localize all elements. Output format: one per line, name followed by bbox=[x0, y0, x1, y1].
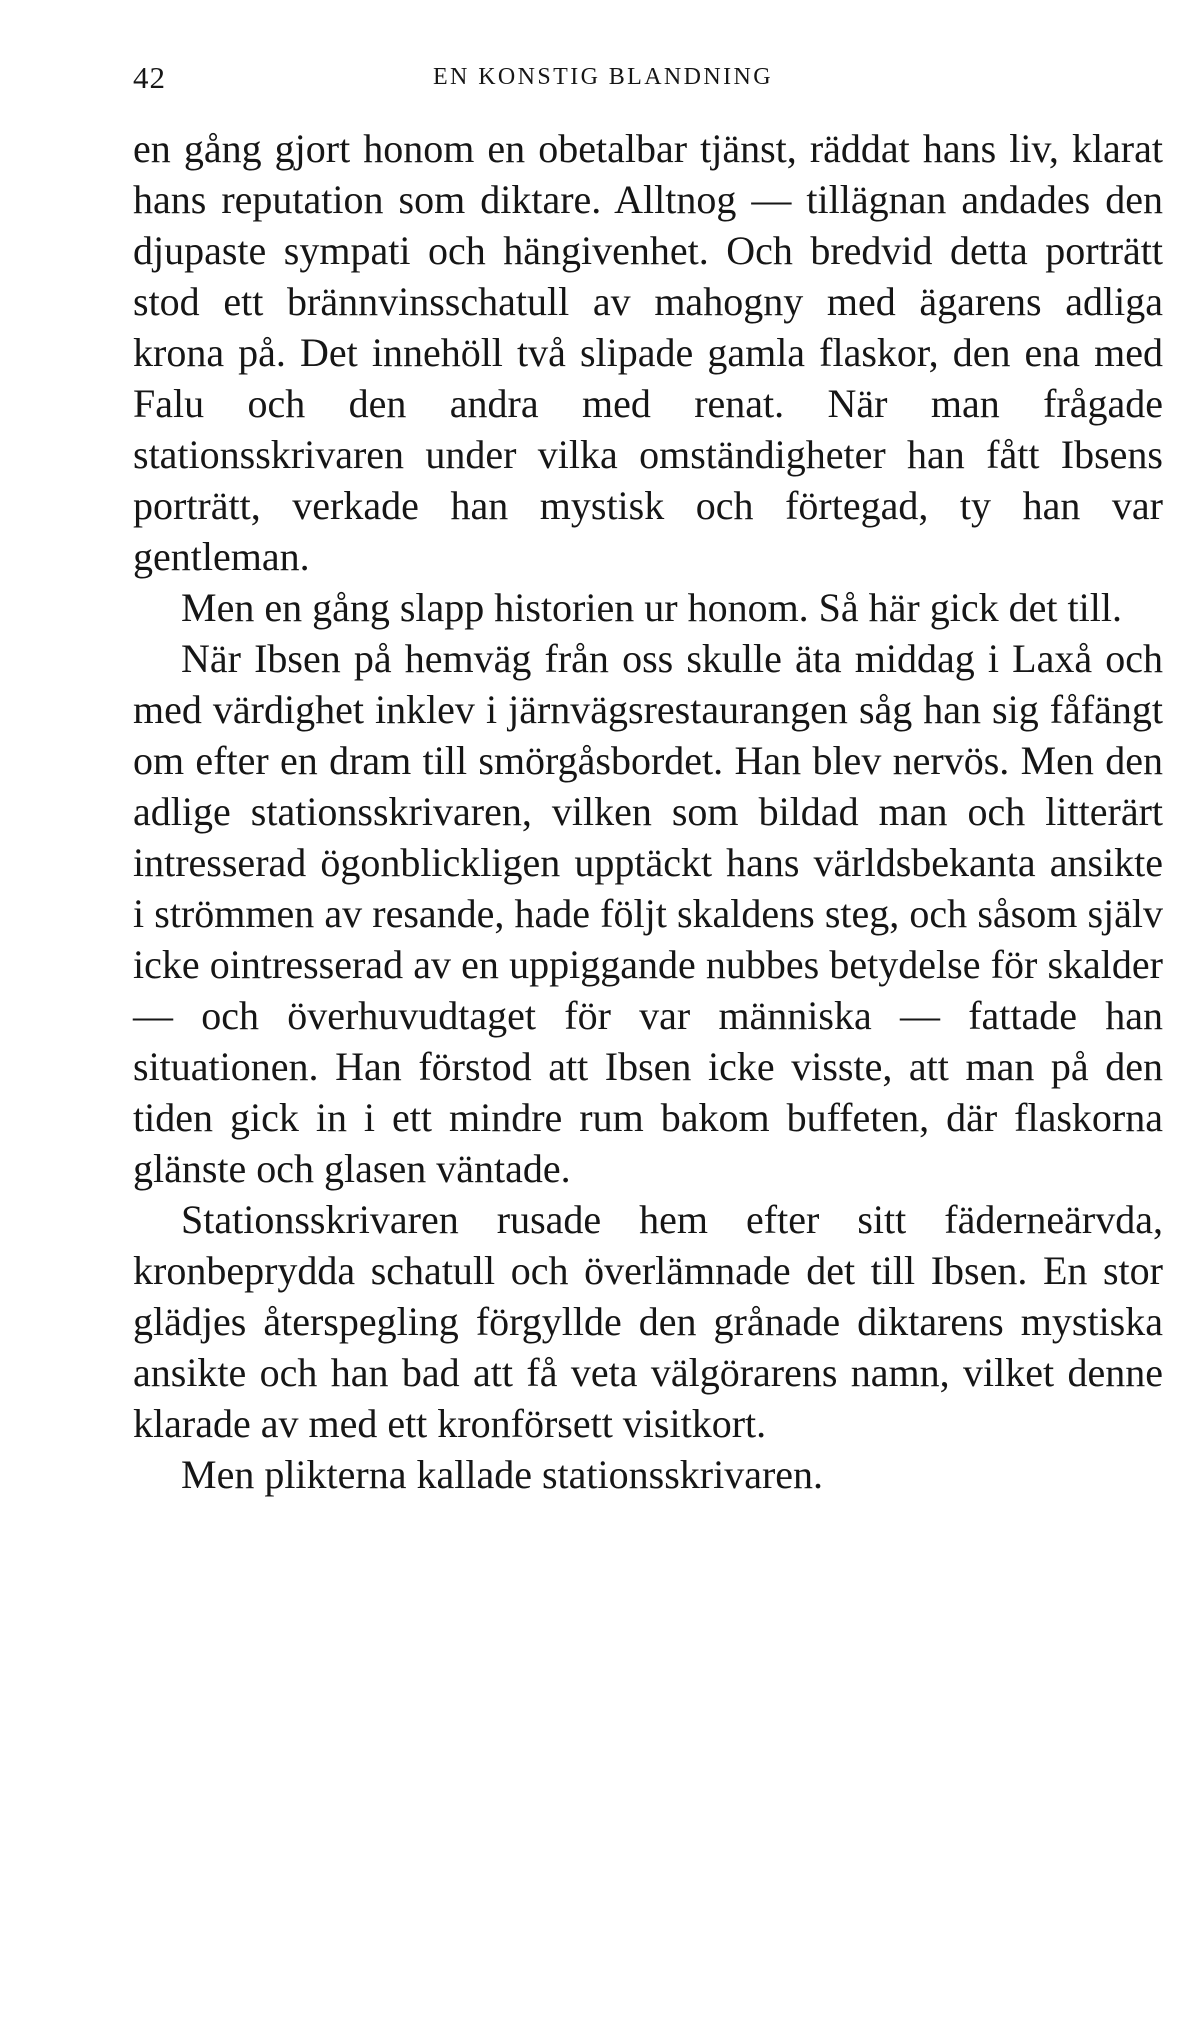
body-text bbox=[133, 123, 1163, 1500]
running-title: EN KONSTIG BLANDNING bbox=[433, 64, 773, 90]
page-number: 42 bbox=[133, 60, 166, 95]
paragraph: Men plikterna kallade stationsskrivaren. bbox=[181, 1452, 824, 1497]
paragraph: Stationsskrivaren rusade hem efter sitt fäderneärvda, kronbeprydda schatull och överlämnade det till Ibsen. En stor glädjes återspegling förgyllde den grånade diktarens mystiska ansikte och han bad att få veta välgörarens namn, vilket denne klarade av med ett kronförsett visitkort. bbox=[133, 1197, 1163, 1446]
paragraph: När Ibsen på hemväg från oss skulle äta middag i Laxå och med värdighet inklev i järnvägsrestaurangen såg han sig fåfängt om efter en dram till smörgåsbordet. Han blev nervös. Men den adlige stationsskrivaren, vilken som bildad man och litterärt intresserad ögonblickligen upptäckt hans världsbekanta ansikte i strömmen av resande, hade följt skaldens steg, och såsom själv icke ointresserad av en uppiggande nubbes betydelse för skalder — och överhuvudtaget för var människa — fattade han situationen. Han förstod att Ibsen icke visste, att man på den tiden gick in i ett mindre rum bakom buffeten, där flaskorna glänste och glasen väntade. bbox=[133, 636, 1163, 1191]
paragraph: Men en gång slapp historien ur honom. Så här gick det till. bbox=[181, 585, 1122, 630]
paragraph-continued: en gång gjort honom en obetalbar tjänst, räddat hans liv, klarat hans reputation som diktare. Alltnog — tillägnan andades den djupaste sympati och hängivenhet. Och bredvid detta porträtt stod ett brännvinsschatull av mahogny med ägarens adliga krona på. Det innehöll två slipade gamla flaskor, den ena med Falu och den andra med renat. När man frågade stationsskrivaren under vilka omständigheter han fått Ibsens porträtt, verkade han mystisk och förtegad, ty han var gentleman. bbox=[133, 126, 1163, 579]
running-head bbox=[133, 60, 1163, 100]
